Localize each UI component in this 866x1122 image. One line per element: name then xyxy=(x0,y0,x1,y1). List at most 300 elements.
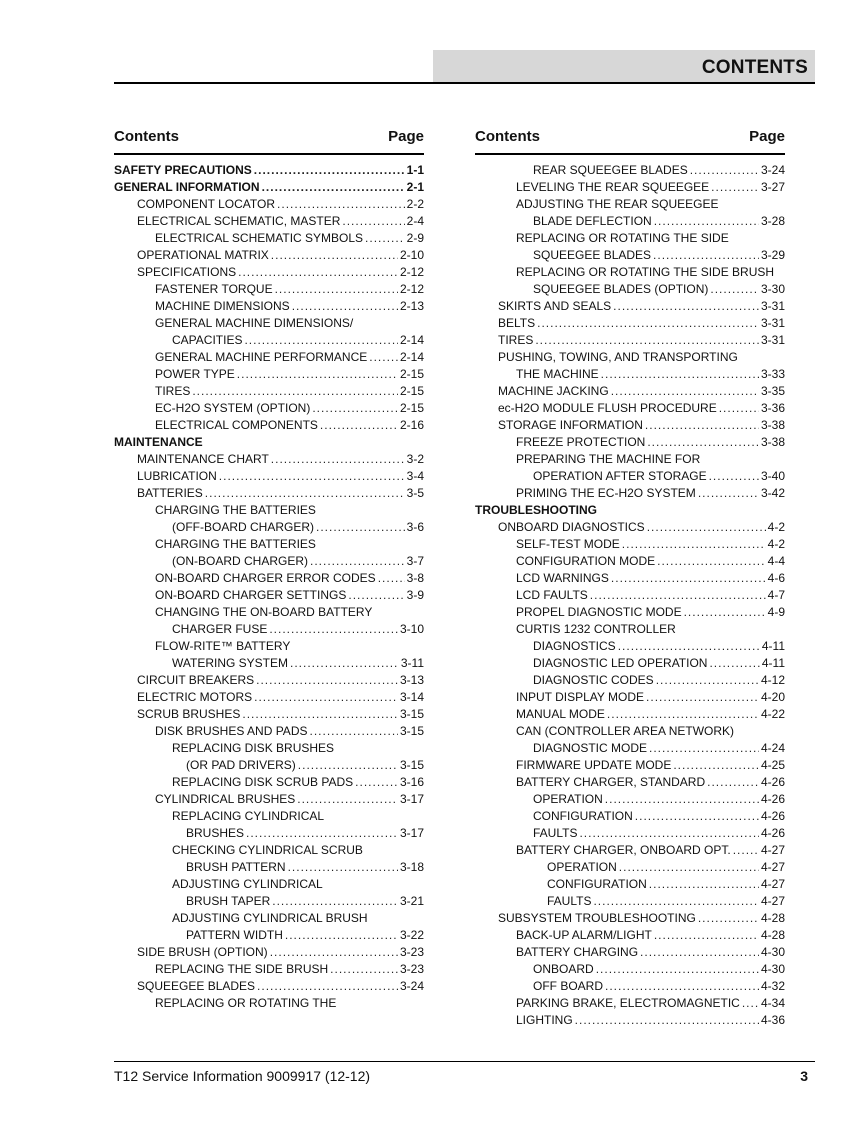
toc-entry[interactable] xyxy=(114,502,424,519)
toc-entry[interactable] xyxy=(475,961,785,978)
toc-dot-leader xyxy=(365,230,405,247)
toc-entry-page: 4-24 xyxy=(760,741,785,755)
toc-entry-title: CHECKING CYLINDRICAL SCRUB xyxy=(172,843,363,857)
toc-entry-page: 4-27 xyxy=(760,860,785,874)
toc-entry[interactable] xyxy=(114,638,424,655)
toc-entry[interactable] xyxy=(475,468,785,485)
toc-entry[interactable] xyxy=(475,978,785,995)
toc-entry-title: SIDE BRUSH (OPTION) xyxy=(137,945,268,959)
toc-entry-title: FAULTS xyxy=(547,894,592,908)
toc-dot-leader xyxy=(256,672,398,689)
toc-entry[interactable] xyxy=(114,995,424,1012)
toc-dot-leader xyxy=(646,689,759,706)
toc-entry-page: 4-25 xyxy=(760,758,785,772)
toc-entry[interactable] xyxy=(114,264,424,281)
toc-entry[interactable] xyxy=(114,689,424,706)
toc-dot-leader xyxy=(254,162,405,179)
toc-entry[interactable] xyxy=(114,621,424,638)
toc-entry[interactable] xyxy=(475,757,785,774)
toc-entry-page: 3-24 xyxy=(760,163,785,177)
toc-dot-leader xyxy=(537,315,759,332)
toc-entry[interactable] xyxy=(114,893,424,910)
toc-entry-page: 4-12 xyxy=(760,673,785,687)
toc-entry-title: CYLINDRICAL BRUSHES xyxy=(155,792,296,806)
toc-entry[interactable] xyxy=(475,281,785,298)
toc-entry-title: LCD WARNINGS xyxy=(516,571,609,585)
toc-entry[interactable] xyxy=(114,672,424,689)
toc-entry[interactable] xyxy=(114,774,424,791)
toc-entry-title: BACK-UP ALARM/LIGHT xyxy=(516,928,652,942)
toc-entry-title: ELECTRICAL SCHEMATIC SYMBOLS xyxy=(155,231,364,245)
toc-entry-page: 4-28 xyxy=(760,928,785,942)
toc-entry-title: CHANGING THE ON-BOARD BATTERY xyxy=(155,605,373,619)
toc-entry[interactable] xyxy=(114,927,424,944)
toc-entry-page: 3-5 xyxy=(406,486,424,500)
toc-entry[interactable] xyxy=(114,196,424,213)
toc-entry-title: SCRUB BRUSHES xyxy=(137,707,241,721)
toc-entry-page: 3-23 xyxy=(399,945,424,959)
toc-entry[interactable] xyxy=(475,162,785,179)
toc-entry-title: MAINTENANCE xyxy=(114,435,203,449)
toc-entry-page: 4-32 xyxy=(760,979,785,993)
toc-entry[interactable] xyxy=(475,553,785,570)
toc-entry-title: FIRMWARE UPDATE MODE xyxy=(516,758,672,772)
toc-entry-title: ADJUSTING CYLINDRICAL BRUSH xyxy=(172,911,368,925)
toc-entry-page: 4-26 xyxy=(760,826,785,840)
toc-entry[interactable] xyxy=(114,162,424,179)
toc-entry-page: 3-7 xyxy=(406,554,424,568)
toc-entry-page: 3-40 xyxy=(760,469,785,483)
toc-entry[interactable] xyxy=(475,349,785,366)
toc-entry-title: CURTIS 1232 CONTROLLER xyxy=(516,622,676,636)
toc-entry[interactable] xyxy=(114,859,424,876)
toc-dot-leader xyxy=(272,893,398,910)
toc-dot-leader xyxy=(238,264,398,281)
toc-entry-page: 3-22 xyxy=(399,928,424,942)
toc-entry-page: 4-11 xyxy=(761,639,785,653)
toc-entry[interactable] xyxy=(114,910,424,927)
toc-entry[interactable] xyxy=(475,315,785,332)
toc-entry-page: 3-28 xyxy=(760,214,785,228)
toc-dot-leader xyxy=(684,604,766,621)
toc-dot-leader xyxy=(607,706,759,723)
toc-dot-leader xyxy=(601,366,759,383)
toc-entry[interactable] xyxy=(114,808,424,825)
toc-entry[interactable] xyxy=(475,621,785,638)
toc-entry-page: 4-26 xyxy=(760,775,785,789)
toc-entry[interactable] xyxy=(114,434,424,451)
toc-entry[interactable] xyxy=(114,536,424,553)
toc-entry-title: BATTERY CHARGER, ONBOARD OPT. xyxy=(516,843,731,857)
toc-entry[interactable] xyxy=(114,570,424,587)
toc-entry-title: REPLACING DISK SCRUB PADS xyxy=(172,775,354,789)
toc-entry[interactable] xyxy=(114,230,424,247)
toc-entry-page: 3-10 xyxy=(399,622,424,636)
toc-entry-title: TIRES xyxy=(155,384,191,398)
toc-dot-leader xyxy=(535,332,759,349)
toc-entry[interactable] xyxy=(475,876,785,893)
toc-dot-leader xyxy=(611,383,759,400)
toc-dot-leader xyxy=(271,247,398,264)
toc-entry-page: 3-24 xyxy=(399,979,424,993)
toc-entry[interactable] xyxy=(475,893,785,910)
toc-entry[interactable] xyxy=(114,791,424,808)
toc-entry[interactable] xyxy=(114,723,424,740)
toc-entry[interactable] xyxy=(114,961,424,978)
toc-entry-title: ONBOARD xyxy=(533,962,594,976)
column-page-label: Page xyxy=(388,128,424,145)
toc-entry-title: CHARGER FUSE xyxy=(172,622,268,636)
toc-entry-title: PRIMING THE EC-H2O SYSTEM xyxy=(516,486,696,500)
toc-entry-page: 2-14 xyxy=(399,333,424,347)
toc-entry[interactable] xyxy=(475,638,785,655)
toc-entry-title: GENERAL MACHINE DIMENSIONS/ xyxy=(155,316,354,330)
toc-entry[interactable] xyxy=(114,349,424,366)
toc-entry-page: 3-35 xyxy=(760,384,785,398)
toc-entry-title: CONFIGURATION xyxy=(547,877,647,891)
toc-dot-leader xyxy=(654,927,759,944)
toc-entry[interactable] xyxy=(475,672,785,689)
toc-dot-leader xyxy=(192,383,398,400)
toc-entry[interactable] xyxy=(114,978,424,995)
toc-entry[interactable] xyxy=(114,400,424,417)
toc-dot-leader xyxy=(590,587,766,604)
toc-entry[interactable] xyxy=(475,434,785,451)
toc-dot-leader xyxy=(288,859,398,876)
toc-entry-page: 3-15 xyxy=(399,707,424,721)
toc-entry-title: SQUEEGEE BLADES xyxy=(137,979,256,993)
toc-entry-title: TIRES xyxy=(498,333,534,347)
toc-entry[interactable] xyxy=(475,451,785,468)
toc-entry-page: 1-1 xyxy=(406,163,424,177)
toc-entry[interactable] xyxy=(114,740,424,757)
toc-dot-leader xyxy=(619,859,759,876)
toc-entry[interactable] xyxy=(475,247,785,264)
toc-entry-title: OPERATIONAL MATRIX xyxy=(137,248,269,262)
toc-entry[interactable] xyxy=(114,332,424,349)
toc-entry[interactable] xyxy=(475,366,785,383)
toc-entry-title: ELECTRICAL SCHEMATIC, MASTER xyxy=(137,214,341,228)
toc-dot-leader xyxy=(635,808,759,825)
toc-entry[interactable] xyxy=(475,910,785,927)
toc-entry[interactable] xyxy=(475,230,785,247)
toc-entry-page: 2-12 xyxy=(399,265,424,279)
toc-entry-title: MACHINE DIMENSIONS xyxy=(155,299,290,313)
toc-dot-leader xyxy=(673,757,759,774)
toc-dot-leader xyxy=(645,417,759,434)
toc-entry[interactable] xyxy=(475,927,785,944)
toc-dot-leader xyxy=(205,485,405,502)
toc-dot-leader xyxy=(593,893,759,910)
toc-entry[interactable] xyxy=(475,740,785,757)
toc-entry-page: 4-27 xyxy=(760,843,785,857)
toc-entry[interactable] xyxy=(475,536,785,553)
toc-entry-title: REPLACING CYLINDRICAL xyxy=(172,809,325,823)
toc-dot-leader xyxy=(656,672,759,689)
column-label: Contents xyxy=(475,128,540,145)
toc-entry-page: 2-16 xyxy=(399,418,424,432)
toc-dot-leader xyxy=(237,366,398,383)
toc-entry[interactable] xyxy=(475,332,785,349)
toc-entry[interactable] xyxy=(475,842,785,859)
toc-dot-leader xyxy=(647,519,766,536)
toc-entry-title: DIAGNOSTIC MODE xyxy=(533,741,648,755)
toc-entry-page: 3-23 xyxy=(399,962,424,976)
toc-dot-leader xyxy=(219,468,405,485)
toc-entry-page: 4-28 xyxy=(760,911,785,925)
toc-entry-page: 2-15 xyxy=(399,367,424,381)
toc-entry-title: ON-BOARD CHARGER ERROR CODES xyxy=(155,571,376,585)
toc-entry[interactable] xyxy=(475,213,785,230)
toc-entry-page: 2-4 xyxy=(406,214,424,228)
toc-dot-leader xyxy=(654,213,759,230)
toc-dot-leader xyxy=(369,349,398,366)
toc-entry[interactable] xyxy=(475,383,785,400)
toc-entry-page: 4-2 xyxy=(767,520,785,534)
toc-entry-page: 3-42 xyxy=(760,486,785,500)
toc-entry-title: ELECTRICAL COMPONENTS xyxy=(155,418,318,432)
toc-entry[interactable] xyxy=(475,1012,785,1029)
toc-entry-title: ADJUSTING CYLINDRICAL xyxy=(172,877,323,891)
toc-dot-leader xyxy=(653,247,759,264)
toc-dot-leader xyxy=(292,298,398,315)
toc-dot-leader xyxy=(605,978,759,995)
toc-entry[interactable] xyxy=(114,485,424,502)
toc-dot-leader xyxy=(320,417,398,434)
toc-entry[interactable] xyxy=(475,417,785,434)
toc-entry-title: ADJUSTING THE REAR SQUEEGEE xyxy=(516,197,719,211)
toc-entry-title: STORAGE INFORMATION xyxy=(498,418,643,432)
toc-dot-leader xyxy=(711,179,759,196)
toc-entry-page: 3-31 xyxy=(760,316,785,330)
toc-dot-leader xyxy=(262,179,405,196)
toc-entry[interactable] xyxy=(114,706,424,723)
toc-entry[interactable] xyxy=(475,604,785,621)
toc-dot-leader xyxy=(242,706,398,723)
toc-entry-page: 3-15 xyxy=(399,724,424,738)
toc-entry-title: BRUSHES xyxy=(186,826,245,840)
toc-entry-title: PUSHING, TOWING, AND TRANSPORTING xyxy=(498,350,738,364)
toc-column-right xyxy=(475,127,785,1027)
toc-entry[interactable] xyxy=(114,247,424,264)
toc-entry-title: REPLACING OR ROTATING THE SIDE xyxy=(516,231,729,245)
toc-dot-leader xyxy=(298,757,398,774)
toc-entry[interactable] xyxy=(114,604,424,621)
toc-entry[interactable] xyxy=(475,298,785,315)
toc-dot-leader xyxy=(290,655,399,672)
toc-entry[interactable] xyxy=(114,383,424,400)
toc-entry[interactable] xyxy=(475,808,785,825)
toc-entry[interactable] xyxy=(114,179,424,196)
toc-entry-title: BATTERY CHARGING xyxy=(516,945,639,959)
toc-dot-leader xyxy=(640,944,759,961)
toc-entry[interactable] xyxy=(114,757,424,774)
toc-dot-leader xyxy=(698,910,759,927)
toc-entry[interactable] xyxy=(475,723,785,740)
toc-entry[interactable] xyxy=(475,774,785,791)
toc-entry-title: ON-BOARD CHARGER SETTINGS xyxy=(155,588,347,602)
toc-entry[interactable] xyxy=(114,315,424,332)
toc-entry-page: 3-38 xyxy=(760,435,785,449)
toc-dot-leader xyxy=(649,876,759,893)
toc-entry[interactable] xyxy=(475,264,785,281)
toc-dot-leader xyxy=(348,587,404,604)
toc-entry-title: REPLACING DISK BRUSHES xyxy=(172,741,335,755)
toc-entry[interactable] xyxy=(114,519,424,536)
toc-entry[interactable] xyxy=(475,944,785,961)
toc-dot-leader xyxy=(271,451,405,468)
toc-entry-title: GENERAL MACHINE PERFORMANCE xyxy=(155,350,368,364)
toc-entry[interactable] xyxy=(114,825,424,842)
toc-entry-title: SELF-TEST MODE xyxy=(516,537,620,551)
page-title: CONTENTS xyxy=(701,57,808,78)
toc-entry-page: 3-6 xyxy=(406,520,424,534)
toc-entry[interactable] xyxy=(114,876,424,893)
toc-entry-title: BRUSH TAPER xyxy=(186,894,271,908)
toc-entry-title: CONFIGURATION xyxy=(533,809,633,823)
toc-dot-leader xyxy=(270,944,398,961)
toc-entry[interactable] xyxy=(114,451,424,468)
toc-entry-title: LUBRICATION xyxy=(137,469,217,483)
toc-entry[interactable] xyxy=(475,570,785,587)
toc-entry-page: 2-15 xyxy=(399,401,424,415)
toc-entry[interactable] xyxy=(475,706,785,723)
toc-entry-title: THE MACHINE xyxy=(516,367,599,381)
toc-entry-title: MANUAL MODE xyxy=(516,707,605,721)
footer-page-number: 3 xyxy=(800,1068,808,1084)
toc-entry-title: (ON-BOARD CHARGER) xyxy=(172,554,309,568)
column-header xyxy=(475,127,785,155)
toc-dot-leader xyxy=(709,468,759,485)
toc-entry[interactable] xyxy=(114,298,424,315)
toc-entry-title: OFF BOARD xyxy=(533,979,604,993)
toc-entry[interactable] xyxy=(475,825,785,842)
toc-entry[interactable] xyxy=(475,689,785,706)
toc-dot-leader xyxy=(707,774,759,791)
toc-dot-leader xyxy=(310,553,405,570)
toc-entry-title: CHARGING THE BATTERIES xyxy=(155,537,316,551)
toc-entry[interactable] xyxy=(114,553,424,570)
toc-entry-page: 3-36 xyxy=(760,401,785,415)
toc-entry[interactable] xyxy=(475,791,785,808)
toc-entry-title: LIGHTING xyxy=(516,1013,573,1027)
toc-entry[interactable] xyxy=(475,502,785,519)
toc-entry-title: DIAGNOSTIC CODES xyxy=(533,673,654,687)
toc-dot-leader xyxy=(613,298,759,315)
toc-entry[interactable] xyxy=(475,519,785,536)
toc-entry[interactable] xyxy=(475,655,785,672)
toc-entry[interactable] xyxy=(114,417,424,434)
toc-entry-page: 3-2 xyxy=(406,452,424,466)
toc-entry-page: 3-33 xyxy=(760,367,785,381)
toc-dot-leader xyxy=(690,162,759,179)
toc-dot-leader xyxy=(312,400,398,417)
toc-entry-title: DISK BRUSHES AND PADS xyxy=(155,724,308,738)
toc-entry-title: LEVELING THE REAR SQUEEGEE xyxy=(516,180,710,194)
toc-entry[interactable] xyxy=(475,587,785,604)
toc-entry[interactable] xyxy=(114,842,424,859)
toc-entry[interactable] xyxy=(475,859,785,876)
toc-entry[interactable] xyxy=(114,213,424,230)
toc-entry-title: LCD FAULTS xyxy=(516,588,588,602)
toc-entries xyxy=(475,162,785,1029)
toc-entry-page: 4-2 xyxy=(767,537,785,551)
toc-dot-leader xyxy=(733,842,759,859)
toc-entry-page: 3-27 xyxy=(760,180,785,194)
toc-entry-title: (OR PAD DRIVERS) xyxy=(186,758,296,772)
toc-dot-leader xyxy=(605,791,759,808)
toc-dot-leader xyxy=(316,519,405,536)
toc-entry-page: 2-1 xyxy=(406,180,424,194)
toc-entry-page: 4-26 xyxy=(760,809,785,823)
toc-entry-title: SUBSYSTEM TROUBLESHOOTING xyxy=(498,911,696,925)
toc-entry-title: FAULTS xyxy=(533,826,578,840)
toc-dot-leader xyxy=(275,281,398,298)
toc-column-left xyxy=(114,127,424,1010)
toc-entry-title: TROUBLESHOOTING xyxy=(475,503,597,517)
toc-dot-leader xyxy=(355,774,398,791)
toc-dot-leader xyxy=(575,1012,759,1029)
toc-entry-title: BELTS xyxy=(498,316,536,330)
toc-entry-page: 2-2 xyxy=(406,197,424,211)
toc-dot-leader xyxy=(742,995,759,1012)
toc-entry-title: ONBOARD DIAGNOSTICS xyxy=(498,520,645,534)
toc-entry-title: CAPACITIES xyxy=(172,333,243,347)
toc-entry-title: INPUT DISPLAY MODE xyxy=(516,690,645,704)
toc-entry-title: CIRCUIT BREAKERS xyxy=(137,673,255,687)
toc-dot-leader xyxy=(254,689,398,706)
toc-entry-title: CAN (CONTROLLER AREA NETWORK) xyxy=(516,724,735,738)
toc-entry-page: 4-9 xyxy=(767,605,785,619)
toc-entry[interactable] xyxy=(114,468,424,485)
column-label: Contents xyxy=(114,128,179,145)
toc-entry-page: 2-15 xyxy=(399,384,424,398)
toc-entry-page: 3-13 xyxy=(399,673,424,687)
toc-entry-title: BLADE DEFLECTION xyxy=(533,214,652,228)
toc-entry-page: 4-20 xyxy=(760,690,785,704)
toc-entry[interactable] xyxy=(114,655,424,672)
toc-entry-title: GENERAL INFORMATION xyxy=(114,180,260,194)
toc-entry-page: 3-16 xyxy=(399,775,424,789)
toc-entry[interactable] xyxy=(475,179,785,196)
toc-entry-page: 3-31 xyxy=(760,333,785,347)
toc-entry-page: 3-4 xyxy=(406,469,424,483)
toc-entry[interactable] xyxy=(475,995,785,1012)
toc-entry[interactable] xyxy=(114,944,424,961)
toc-dot-leader xyxy=(710,281,759,298)
toc-entry-page: 3-17 xyxy=(399,826,424,840)
toc-entry-page: 3-8 xyxy=(406,571,424,585)
toc-dot-leader xyxy=(622,536,766,553)
toc-entry-page: 4-26 xyxy=(760,792,785,806)
toc-entry-page: 4-30 xyxy=(760,962,785,976)
toc-entry-page: 2-12 xyxy=(399,282,424,296)
toc-entry-title: EC-H2O SYSTEM (OPTION) xyxy=(155,401,311,415)
toc-dot-leader xyxy=(246,825,398,842)
toc-entry[interactable] xyxy=(475,196,785,213)
toc-dot-leader xyxy=(297,791,398,808)
toc-entry-title: PROPEL DIAGNOSTIC MODE xyxy=(516,605,682,619)
toc-entry-title: ec-H2O MODULE FLUSH PROCEDURE xyxy=(498,401,717,415)
toc-entry[interactable] xyxy=(114,587,424,604)
toc-entry[interactable] xyxy=(475,485,785,502)
toc-entry-title: DIAGNOSTICS xyxy=(533,639,616,653)
toc-entry[interactable] xyxy=(475,400,785,417)
toc-entry-title: REPLACING THE SIDE BRUSH xyxy=(155,962,329,976)
toc-entry[interactable] xyxy=(114,281,424,298)
toc-entry[interactable] xyxy=(114,366,424,383)
toc-dot-leader xyxy=(378,570,405,587)
